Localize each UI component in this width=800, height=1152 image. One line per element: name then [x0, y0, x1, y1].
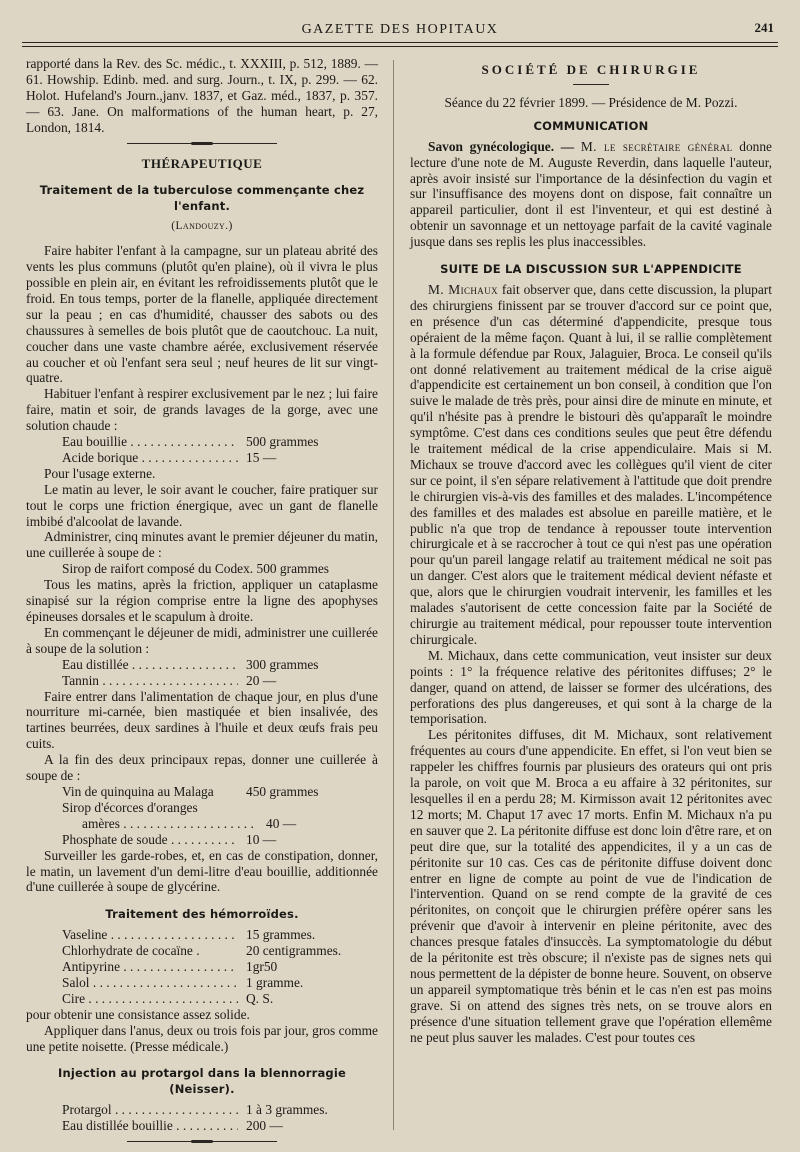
paragraph: Appliquer dans l'anus, deux ou trois fois par jour, gros comme une petite noisette. (Presse médicale.) — [26, 1022, 378, 1054]
prescription-5 — [26, 1102, 378, 1134]
paragraph: Pour l'usage externe. — [44, 465, 156, 481]
session-line: Séance du 22 février 1899. — Présidence de M. Pozzi. — [444, 94, 738, 110]
prescription-4 — [26, 927, 378, 1007]
prescription-line: Cire . . . Q. S. — [26, 991, 378, 1007]
prescription-line: Chlorhydrate de cocaïne . 20 centigrammes. — [62, 943, 342, 959]
section-title-societe: SOCIÉTÉ DE CHIRURGIE — [481, 62, 701, 77]
prescription-line: Salol . . . 1 gramme. — [26, 975, 378, 991]
paragraph: pour obtenir une consistance assez solide. — [26, 1006, 250, 1022]
paragraph: Surveiller les garde-robes, et, en cas de constipation, donner, le matin, un lavement d'un demi-litre d'eau bouillie, additionnée d'une cuillerée à soupe de glycérine. — [26, 847, 378, 895]
left-column — [26, 56, 378, 1152]
article-author: (Landouzy.) — [171, 220, 233, 233]
savon-title: Savon gynécologique. — — [428, 138, 575, 154]
prescription-line: Vin de quinquina au Malaga 450 grammes — [62, 783, 319, 799]
paragraph: Faire entrer dans l'alimentation de chaque jour, en plus d'une nourriture mi-carnée, bien mastiquée et bien insalivée, des tartines beurrées, deux sardines à l'huile et deux œufs frais peu cuits. — [26, 688, 378, 752]
prescription-line: Acide borique . . . 15 — — [26, 450, 378, 466]
running-head — [0, 0, 800, 48]
prescription-line: Eau distillée . . . 300 grammes — [26, 657, 378, 673]
prescription-line: Sirop d'écorces d'oranges — [62, 799, 198, 815]
paragraph: En commençant le déjeuner de midi, administrer une cuillerée à soupe de la solution : — [26, 624, 378, 656]
paragraph: Faire habiter l'enfant à la campagne, sur un plateau abrité des vents les plus communs (plutôt qu'en plaine), où il vivra le plus possible en plein air, en évitant les refroidissements plutôt que le froid. En tous temps, porter de la flanelle, appliquée directement sur la peau ; en cas d'humidité, chausser des sabots ou des chaussures à semelles de bois plutôt que de caoutchouc. La nuit, coucher dans une vaste chambre aérée, exclusivement réservée au coucher et où l'enfant sera seul ; neuf heures de lit sur vingt-quatre. — [26, 243, 378, 386]
savon-text: donne lecture d'une note de M. Auguste Reverdin, dans laquelle l'auteur, après avoir insisté sur l'importance de la désinfection du vagin et sur l'insuffisance des moyens dont on dispose, fait connaître un appareil particulier, dont il est l'inventeur, et qui est destiné à obtenir un savonnage et un nettoyage parfait de la cavité vaginale jusque dans ses replis les plus inaccessibles. — [410, 138, 772, 250]
header-rule — [22, 42, 778, 47]
ornamental-rule — [127, 142, 277, 146]
prescription-line: Eau distillée bouillie . . . 200 — — [26, 1118, 378, 1134]
prescription-line: Eau bouillie . . . 500 grammes — [26, 434, 378, 450]
paragraph-savon — [410, 139, 772, 250]
prescription-line: Antipyrine . . . 1gr50 — [26, 959, 378, 975]
right-column — [410, 56, 772, 1045]
column-divider — [393, 60, 394, 1130]
article-title-hemorroides: Traitement des hémorroïdes. — [105, 907, 299, 922]
speaker-name: M. Michaux — [428, 281, 499, 297]
prescription-line: Vaseline . . . 15 grammes. — [26, 927, 378, 943]
section-title-therapeutique: THÉRAPEUTIQUE — [141, 155, 263, 171]
prescription-line: Phosphate de soude . . . 10 — — [26, 832, 378, 848]
communication-heading: COMMUNICATION — [533, 118, 649, 133]
prescription-2 — [26, 657, 378, 689]
prescription-line: Tannin . . . 20 — — [26, 673, 378, 689]
prescription-line: Sirop de raifort composé du Codex. 500 grammes — [62, 561, 330, 577]
paragraph: Tous les matins, après la friction, appliquer un cataplasme sinapisé sur la région comprise entre la ligne des apophyses épineuses dorsales et le scapulum à droite. — [26, 577, 378, 624]
paragraph: A la fin des deux principaux repas, donner une cuillerée à soupe de : — [26, 752, 378, 784]
short-rule — [573, 84, 609, 85]
bibliography-references: rapporté dans la Rev. des Sc. médic., t. XXXIII, p. 512, 1889. — 61. Howship. Edinb. med. and surg. Journ., t. IX, p. 299. — 62. Holot. Hufeland's Journ.,janv. 1837, et Gaz. méd., 1837, p. 357. — 63. Jane. On malformations of the human heart, p. 27, London, 1814. — [26, 56, 378, 135]
ornamental-rule — [127, 1140, 277, 1144]
prescription-line: amères . . . 40 — — [26, 816, 378, 832]
paragraph: Administrer, cinq minutes avant le premier déjeuner du matin, une cuillerée à soupe de : — [26, 529, 378, 561]
article-title-protargol: Injection au protargol dans la blennorragie (Neisser). — [58, 1066, 346, 1097]
paragraph: M. Michaux, dans cette communication, veut insister sur deux points : 1° la fréquence relative des péritonites diffuses; 2° le danger, quand on attend, de laisser se former des ulcérations, des perforations des plus dangereuses, et qui sont à la charge de la temporisation. — [410, 647, 772, 727]
secretaire-general: M. le secrétaire général — [580, 138, 733, 154]
prescription-line: Protargol . . . 1 à 3 grammes. — [26, 1102, 378, 1118]
paragraph-michaux — [410, 282, 772, 648]
page-number: 241 — [754, 20, 774, 35]
paragraph: Le matin au lever, le soir avant le coucher, faire pratiquer sur tout le corps une friction énergique, avec un gant de flanelle imbibé d'alcoolat de lavande. — [26, 481, 378, 529]
michaux-text: fait observer que, dans cette discussion, la plupart des chirurgiens finissent par se trouver d'accord sur ce point que, en présence d'un cas déterminé d'appendicite, presque tous opéraient de la même façon. Quant à lui, il se rallie complètement à la formule défendue par Roux, Jalaguier, Broca. Le conseil qu'ils ont donné relativement au traitement médical de la crise aiguë d'appendicite est certainement un bon conseil, à condition que l'on suive le malade de très près, pour ainsi dire de minute en minute, et qu'il n'hésite pas à prendre le bistouri dès qu'apparaît le moindre symptôme. C'est dans ces conditions seules que peut être défendu le traitement médical de la crise appendiculaire. Mais si M. Michaux se trouve d'accord avec les collègues qu'il vient de citer sur ce point, il s'en sépare relativement à l'attitude que doit prendre le chirurgien vis-à-vis des familles et des malades. L'incompétence des familles et des malades est absolue en pareille matière, et le public n'a que trop de tendance à repousser toute intervention chirurgicale et à se raccrocher à tout ce qui n'est pas une opération pour qu'un pareil langage relatif au traitement médical ne soit pas un danger. C'est alors que le traitement médical devient néfaste et que, alors que le chirurgien voudrait intervenir, les familles et les malades s'autorisent de cette concession faite par la Société de chirurgie au traitement médical, pour repousser toute intervention chirurgicale. — [410, 281, 772, 647]
prescription-1 — [26, 434, 378, 466]
article-title-tuberculose: Traitement de la tuberculose commençante chez l'enfant. — [39, 183, 365, 214]
prescription-3 — [26, 784, 378, 848]
discussion-heading: SUITE DE LA DISCUSSION SUR L'APPENDICITE — [440, 262, 742, 277]
paragraph: Les péritonites diffuses, dit M. Michaux, sont relativement fréquentes au cours d'une appendicite. En effet, si l'on veut bien se rappeler les chiffres fournis par plusieurs des orateurs qui ont pris la parole, on voit que M. Broca a eu affaire à 32 péritonites, sur lesquelles il en a perdu 28; M. Kirmisson avait 12 péritonites avec 12 morts; M. Chaput 17 avec 17 morts. Enfin M. Michaux n'a pu en sauver que 2. La péritonite diffuse est donc loin d'être rare, et on peut dire que, sur la totalité des appendicites, il y a un cas de péritonite sur 10 cas. Ces cas de péritonite diffuse doivent donc entrer en ligne de compte au point de vue de l'indication de l'intervention. Quand on se rend compte de la gravité de ces péritonites, on conçoit que le chirurgien préfère opérer sans les prévenir que d'avoir à intervenir en pleine péritonite, avec des chances presque fatales d'insuccès. La symptomatologie du début de la péritonite est très obscure; il n'existe pas de signes nets qui nous permettent de la dépister de bonne heure. Souvent, on observe un appareil symptomatique très bénin et le cas n'en est pas moins grave. Si on attend des signes très nets, on se trouve alors en présence d'une situation tellement grave que l'opération ellemême ne peut plus sauver les malades. C'est pour toutes ces — [410, 727, 772, 1045]
journal-title: GAZETTE DES HOPITAUX — [301, 22, 499, 37]
paragraph: Habituer l'enfant à respirer exclusivement par le nez ; lui faire faire, matin et soir, de grands lavages de la gorge, avec une solution chaude : — [26, 386, 378, 434]
